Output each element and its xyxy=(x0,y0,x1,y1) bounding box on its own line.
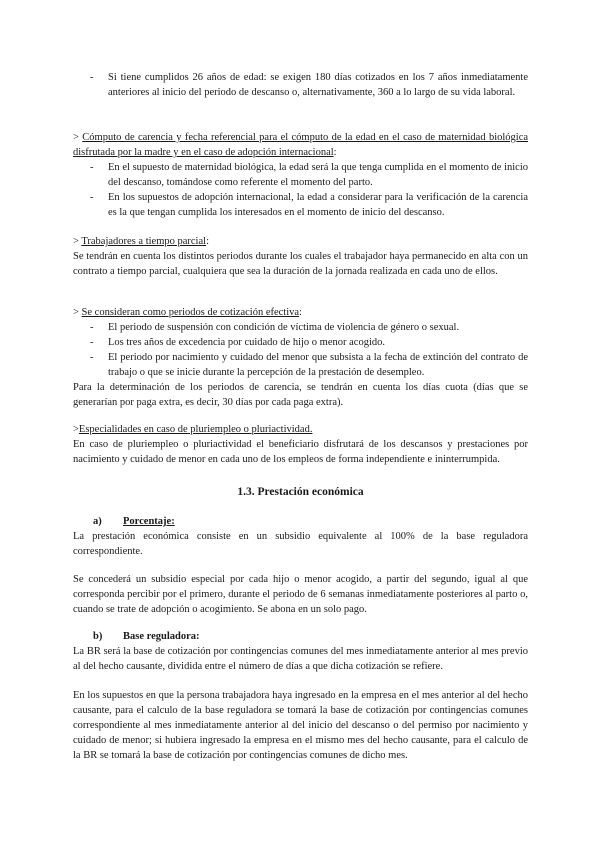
section-heading: > Trabajadores a tiempo parcial: xyxy=(73,236,209,247)
list-item: - Si tiene cumplidos 26 años de edad: se exigen 180 días cotizados en los 7 años inmediatamente anteriores al inicio del periodo de descanso o, alternativamente, 360 a lo largo de su vida laboral. xyxy=(90,72,528,98)
list-item: - En los supuestos de adopción internacional, la edad a considerar para la verificación de la carencia es la que tengan cumplida los interesados en el momento de inicio del descanso. xyxy=(90,192,528,218)
paragraph: La prestación económica consiste en un subsidio equivalente al 100% de la base reguladora correspondiente. xyxy=(73,531,528,557)
section-title: 1.3. Prestación económica xyxy=(237,486,364,498)
section-heading: > Se consideran como periodos de cotización efectiva: xyxy=(73,307,302,318)
paragraph: La BR será la base de cotización por contingencias comunes del mes inmediatamente anterior al mes previo al del hecho causante, dividida entre el número de días a que dicha cotización se refiere. xyxy=(73,646,528,672)
section-pluriempleo xyxy=(73,422,528,467)
list-item: - En el supuesto de maternidad biológica, la edad será la que tenga cumplida en el momento de inicio del descanso, tomándose como referente el momento del parto. xyxy=(90,162,528,188)
list-item: - El periodo de suspensión con condición de víctima de violencia de género o sexual. xyxy=(90,322,460,333)
subsection-porcentaje xyxy=(73,514,528,559)
list-item: - Los tres años de excedencia por cuidado de hijo o menor acogido. xyxy=(90,337,385,348)
section-tiempo-parcial xyxy=(73,234,528,279)
bullet-list-top xyxy=(73,70,528,100)
subsection-base-reguladora xyxy=(73,629,528,674)
paragraph: Para la determinación de los periodos de carencia, se tendrán en cuenta los días cuota (días que se generarían por paga extra, es decir, 30 días por cada paga extra). xyxy=(73,382,528,408)
paragraph-supuestos-ingreso: En los supuestos en que la persona trabajadora haya ingresado en la empresa en el mes anterior al del hecho causante, para el calculo de la base reguladora se tomará la base de cotización por contingencias comunes correspondiente al mes inmediatamente anterior al del inicio del descanso o del permiso por nacimiento y cuidado de menor; si hubiera ingresado la empresa en el mismo mes del hecho causante, para el calculo de la BR se tomará la base de cotización por contingencias comunes de dicho mes. xyxy=(73,690,528,761)
subsection-heading: a) Porcentaje: xyxy=(93,516,175,527)
section-heading: >Especialidades en caso de pluriempleo o pluriactividad. xyxy=(73,424,313,435)
paragraph: En caso de pluriempleo o pluriactividad el beneficiario disfrutará de los descansos y prestaciones por nacimiento y cuidado de menor en cada uno de los empleos de forma independiente e ininterrumpida. xyxy=(73,439,528,465)
paragraph: Se tendrán en cuenta los distintos periodos durante los cuales el trabajador haya permanecido en alta con un contrato a tiempo parcial, cualquiera que sea la duración de la jornada realizada en cada uno de ellos. xyxy=(73,251,528,277)
paragraph-subsidio-especial: Se concederá un subsidio especial por cada hijo o menor acogido, a partir del segundo, igual al que corresponda percibir por el primero, durante el periodo de 6 semanas inmediatamente posteriores al parto o, cuando se trate de adopción o acogimiento. Se abona en un solo pago. xyxy=(73,574,528,615)
section-maternidad xyxy=(73,130,528,220)
section-cotizacion-efectiva xyxy=(73,305,528,410)
section-heading: > Cómputo de carencia y fecha referencial para el cómputo de la edad en el caso de maternidad biológica disfrutada por la madre y en el caso de adopción internacional: xyxy=(73,132,529,158)
list-item: - El periodo por nacimiento y cuidado del menor que subsista a la fecha de extinción del contrato de trabajo o que se inicie durante la percepción de la prestación de desempleo. xyxy=(90,352,528,378)
subsection-heading: b) Base reguladora: xyxy=(93,631,200,642)
